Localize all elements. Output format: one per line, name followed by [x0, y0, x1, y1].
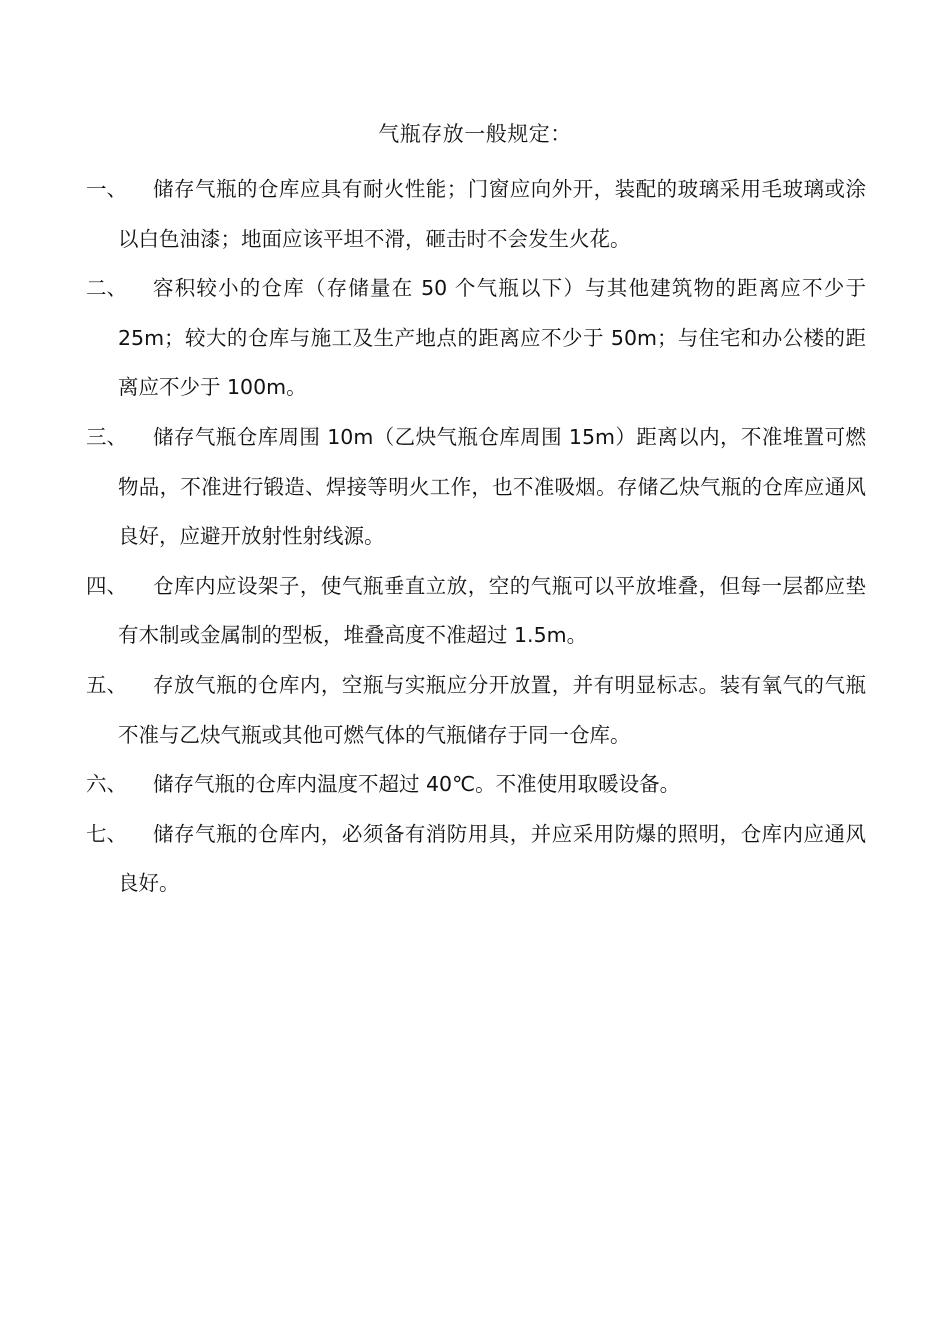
item-text: 容积较小的仓库（存储量在 50 个气瓶以下）与其他建筑物的距离应不少于 25m；较大的仓库与施工及生产地点的距离应不少于 50m；与住宅和办公楼的距离应不少于 100m。 [118, 276, 866, 400]
item-number: 五、 [86, 672, 127, 697]
regulation-item-5 [86, 661, 866, 760]
item-text: 储存气瓶的仓库应具有耐火性能；门窗应向外开，装配的玻璃采用毛玻璃或涂以白色油漆；地面应该平坦不滑，砸击时不会发生火花。 [118, 177, 866, 251]
item-text: 仓库内应设架子，使气瓶垂直立放，空的气瓶可以平放堆叠，但每一层都应垫有木制或金属制的型板，堆叠高度不准超过 1.5m。 [118, 573, 866, 648]
item-number: 三、 [86, 424, 127, 449]
item-number: 七、 [86, 821, 127, 846]
item-number: 四、 [86, 573, 127, 598]
item-number: 六、 [86, 772, 127, 797]
regulation-list [86, 165, 866, 909]
item-text: 储存气瓶仓库周围 10m（乙炔气瓶仓库周围 15m）距离以内，不准堆置可燃物品，不准进行锻造、焊接等明火工作，也不准吸烟。存储乙炔气瓶的仓库应通风良好，应避开放射性射线源。 [118, 424, 866, 549]
item-number: 二、 [86, 276, 127, 301]
document-title: 气瓶存放一般规定： [378, 122, 572, 146]
regulation-item-3 [86, 413, 866, 562]
item-text: 储存气瓶的仓库内，必须备有消防用具，并应采用防爆的照明，仓库内应通风良好。 [118, 821, 866, 896]
item-text: 存放气瓶的仓库内，空瓶与实瓶应分开放置，并有明显标志。装有氧气的气瓶不准与乙炔气瓶或其他可燃气体的气瓶储存于同一仓库。 [118, 672, 866, 747]
regulation-item-2 [86, 264, 866, 413]
regulation-item-7 [86, 810, 866, 909]
item-number: 一、 [86, 177, 127, 201]
item-text: 储存气瓶的仓库内温度不超过 40℃。不准使用取暖设备。 [153, 772, 681, 797]
regulation-item-1 [86, 165, 866, 264]
regulation-item-6 [86, 760, 866, 810]
regulation-item-4 [86, 562, 866, 661]
